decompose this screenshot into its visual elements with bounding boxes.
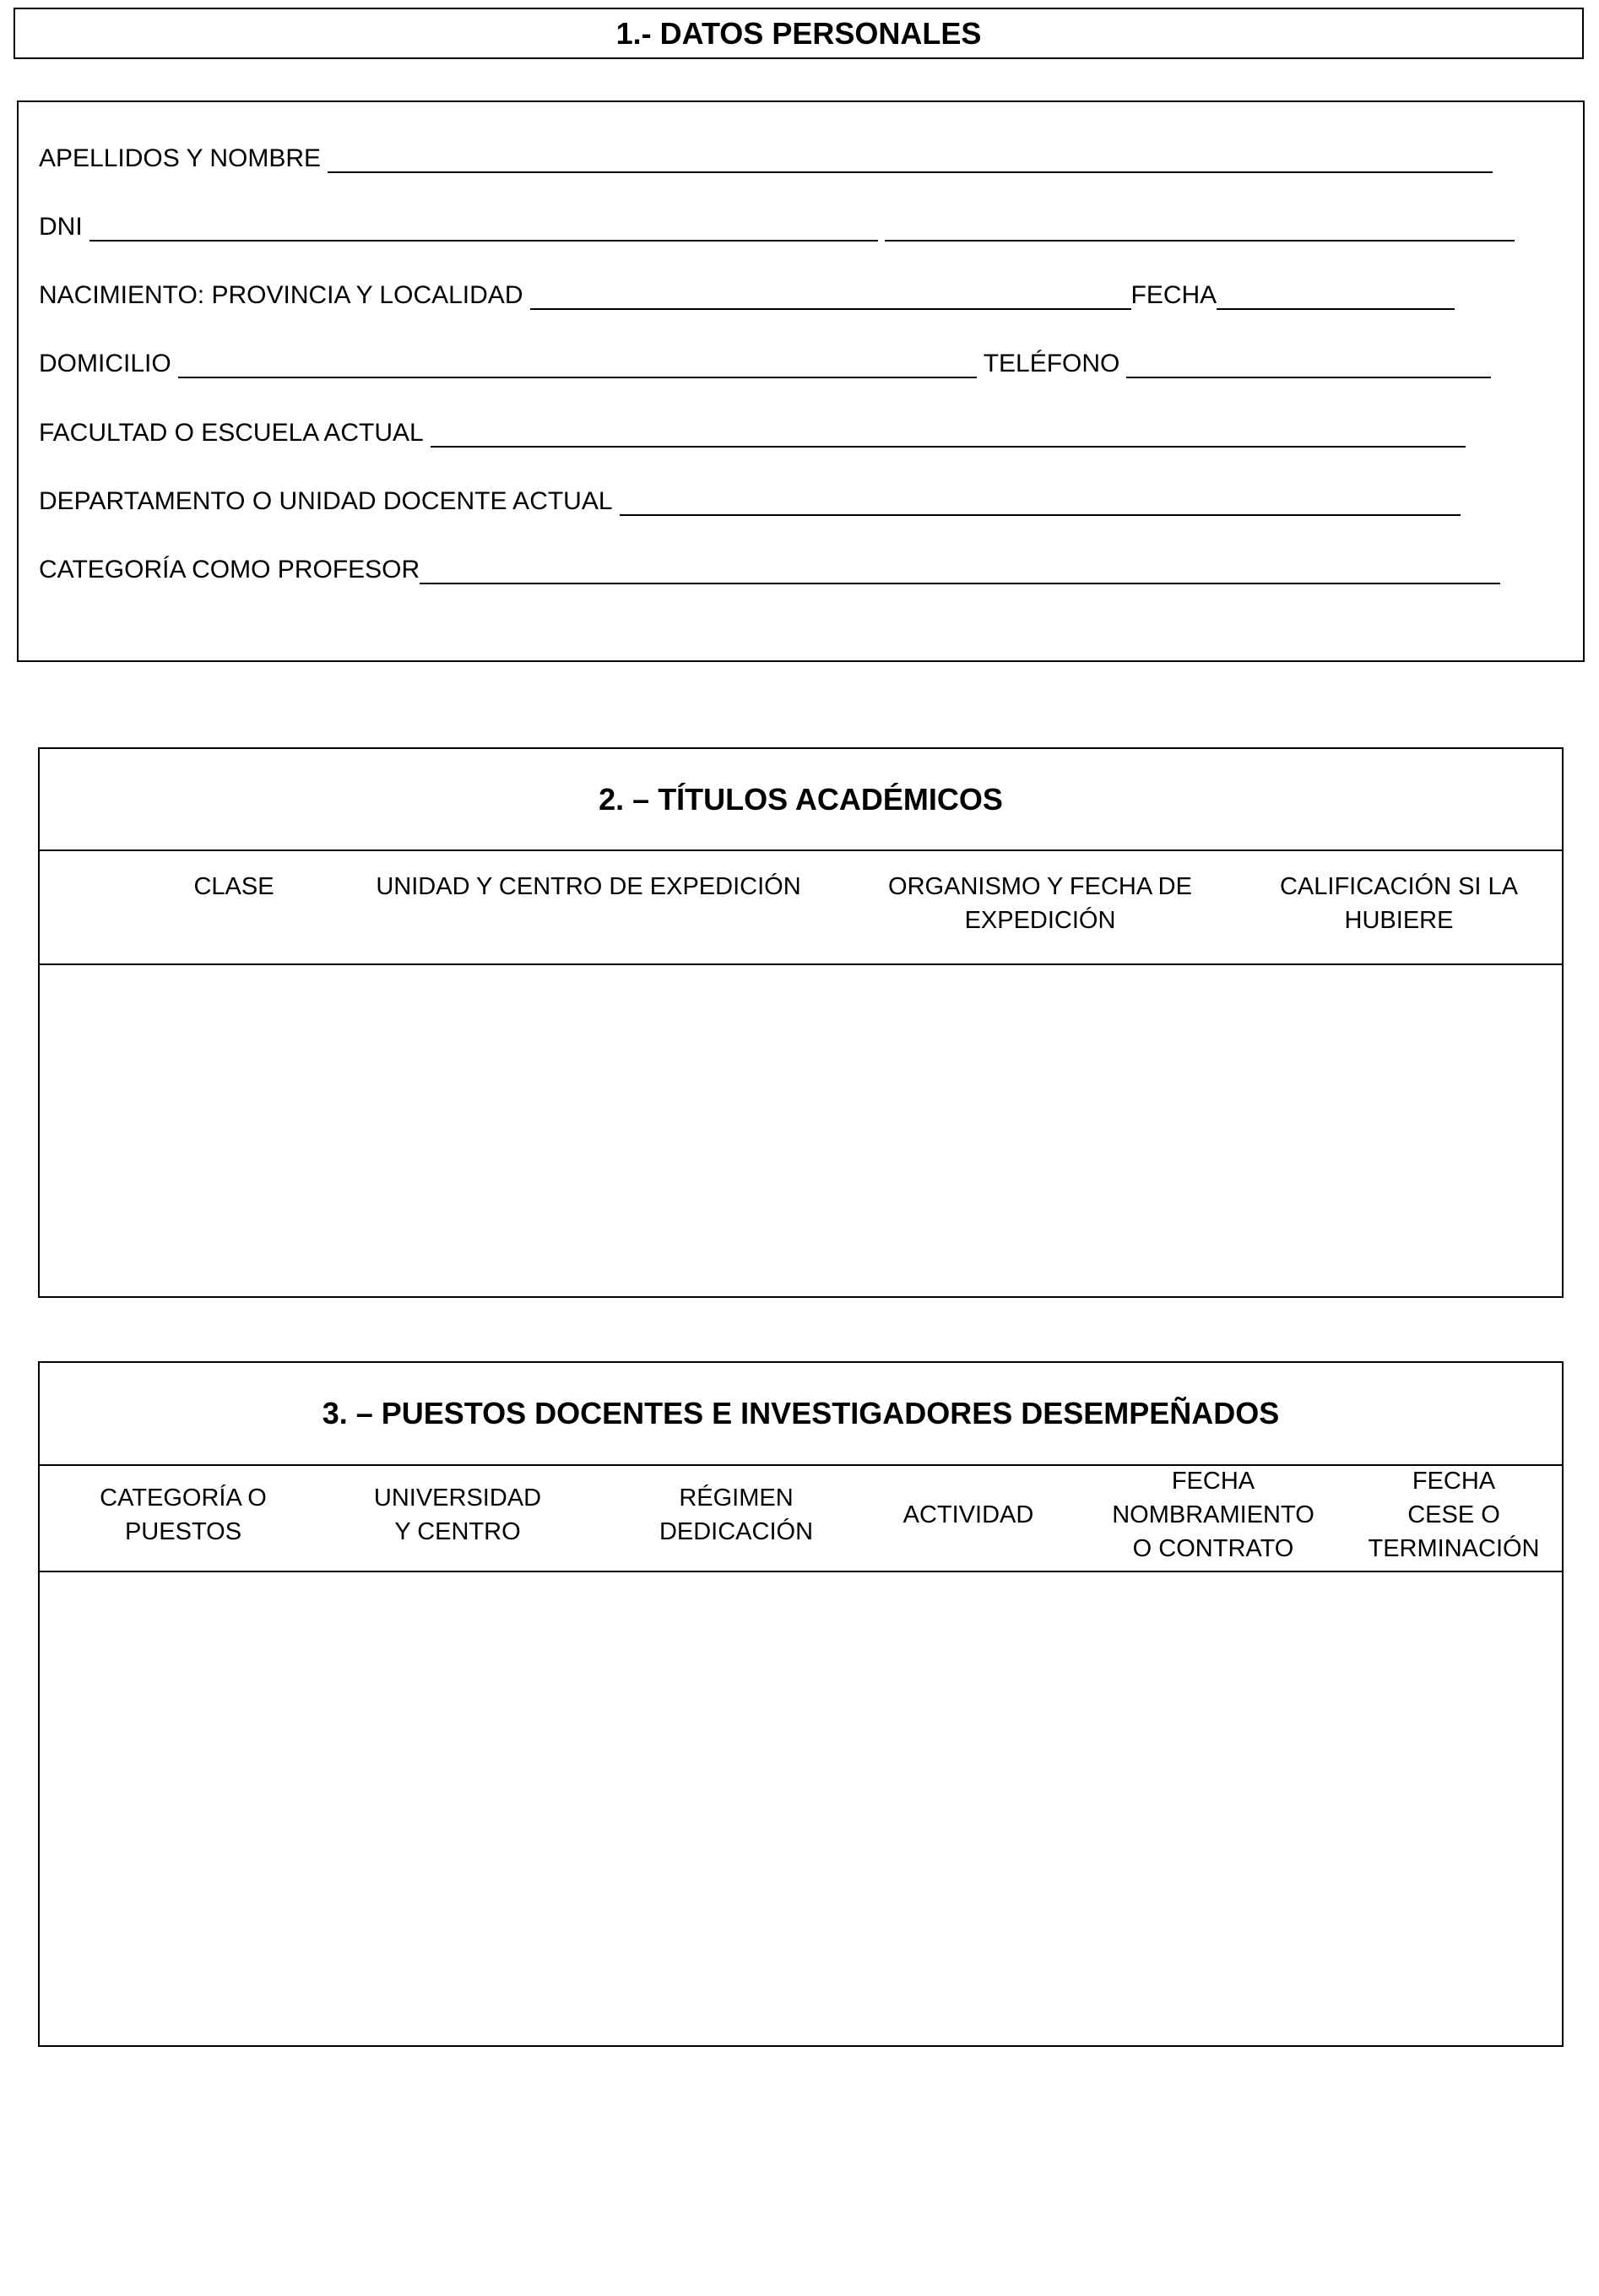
column-header-unidad: UNIDAD Y CENTRO DE EXPEDICIÓN [376, 873, 801, 900]
fecha-label: FECHA [1130, 281, 1217, 309]
dni-input-line[interactable] [89, 216, 878, 242]
column-header-fecha-nombramiento: FECHA NOMBRAMIENTO O CONTRATO [1112, 1468, 1314, 1562]
positions-held-table [38, 1361, 1564, 2047]
departamento-input-line[interactable] [620, 491, 1461, 516]
section-3-header-row [40, 1464, 1562, 1572]
column-header-universidad: UNIVERSIDAD Y CENTRO [373, 1485, 542, 1545]
domicilio-input-line[interactable] [178, 353, 977, 378]
nacimiento-input-line[interactable] [530, 285, 1131, 310]
nacimiento-label: NACIMIENTO: PROVINCIA Y LOCALIDAD [39, 281, 523, 309]
section-1-title [14, 8, 1584, 59]
telefono-label: TELÉFONO [983, 350, 1120, 377]
facultad-input-line[interactable] [431, 422, 1466, 448]
fecha-input-line[interactable] [1217, 285, 1455, 310]
section-3-title-text: 3. – PUESTOS DOCENTES E INVESTIGADORES DESEMPEÑADOS [322, 1396, 1280, 1430]
field-domicilio [39, 350, 1491, 378]
field-facultad [39, 419, 1466, 448]
dni-extra-input-line[interactable] [885, 216, 1515, 242]
apellidos-label: APELLIDOS Y NOMBRE [39, 144, 322, 172]
facultad-label: FACULTAD O ESCUELA ACTUAL [39, 419, 424, 447]
field-dni [39, 213, 1515, 242]
academic-titles-table [38, 747, 1564, 1298]
column-header-calificacion: CALIFICACIÓN SI LA HUBIERE [1279, 873, 1518, 934]
apellidos-input-line[interactable] [328, 148, 1493, 173]
categoria-label: CATEGORÍA COMO PROFESOR [39, 556, 420, 583]
column-header-actividad: ACTIVIDAD [902, 1501, 1034, 1528]
telefono-input-line[interactable] [1126, 353, 1491, 378]
domicilio-label: DOMICILIO [39, 350, 171, 377]
column-header-clase: CLASE [193, 873, 274, 900]
field-apellidos [39, 144, 1493, 173]
column-header-categoria: CATEGORÍA O PUESTOS [100, 1485, 267, 1545]
dni-label: DNI [39, 213, 83, 241]
section-3-title [40, 1363, 1562, 1466]
field-nacimiento [39, 281, 1455, 310]
personal-data-panel [17, 100, 1585, 662]
section-2-header-row [40, 849, 1562, 965]
column-header-regimen: RÉGIMEN DEDICACIÓN [659, 1485, 814, 1545]
field-categoria [39, 556, 1500, 584]
column-header-fecha-cese: FECHA CESE O TERMINACIÓN [1368, 1468, 1540, 1562]
field-departamento [39, 487, 1461, 516]
section-1-title-text: 1.- DATOS PERSONALES [615, 15, 982, 51]
section-2-entry-area[interactable] [40, 965, 1562, 1296]
column-header-organismo: ORGANISMO Y FECHA DE EXPEDICIÓN [888, 873, 1192, 934]
section-2-title-text: 2. – TÍTULOS ACADÉMICOS [599, 781, 1003, 817]
departamento-label: DEPARTAMENTO O UNIDAD DOCENTE ACTUAL [39, 487, 613, 515]
section-2-title [40, 749, 1562, 851]
section-3-entry-area[interactable] [40, 1572, 1562, 2045]
categoria-input-line[interactable] [420, 559, 1500, 584]
